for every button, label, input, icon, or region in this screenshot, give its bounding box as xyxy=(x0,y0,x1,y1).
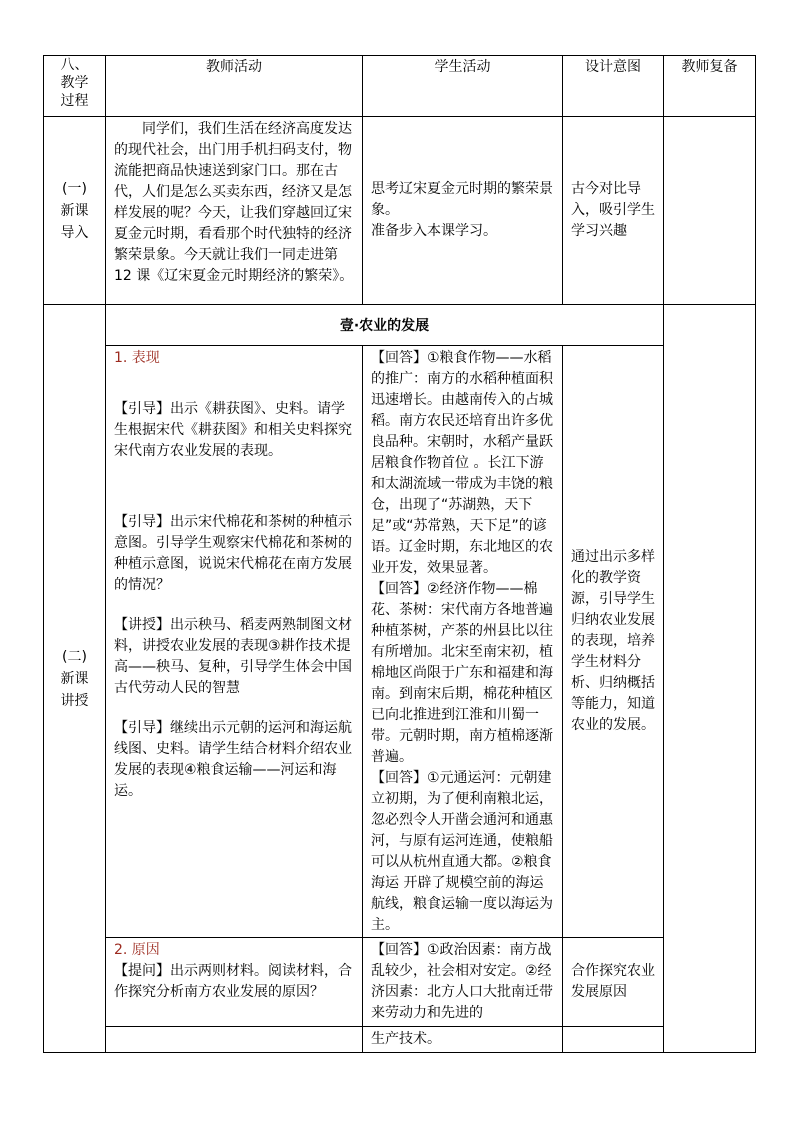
header-stage xyxy=(44,56,106,117)
header-stage-line: 教学 xyxy=(60,75,89,91)
intro-student-activity xyxy=(363,117,563,305)
teacher-step-1: 【引导】出示《耕获图》、史料。请学生根据宋代《耕获图》和相关史料探究宋代南方农业发展的表现。 xyxy=(114,401,352,459)
lesson-stage-line: 新课 xyxy=(60,670,89,687)
continuation-design-intent xyxy=(563,1027,664,1053)
section-title: 壹·农业的发展 xyxy=(106,305,664,346)
header-row xyxy=(44,56,756,117)
part2-teacher-activity xyxy=(106,938,363,1027)
lesson-stage xyxy=(44,305,106,1053)
intro-teacher-review xyxy=(664,117,756,305)
lesson-stage-line: (二) xyxy=(62,648,87,665)
continuation-student-activity: 生产技术。 xyxy=(363,1027,563,1053)
teacher-step-2: 【引导】出示宋代棉花和茶树的种植示意图。引导学生观察宋代棉花和茶树的种植示意图，说说宋代棉花在南方发展的情况？ xyxy=(114,514,352,593)
header-teacher-activity: 教师活动 xyxy=(106,56,363,117)
intro-stage xyxy=(44,117,106,305)
part2-row xyxy=(44,938,756,1027)
lesson-plan-table xyxy=(43,55,756,1053)
lesson-teacher-review xyxy=(664,305,756,1053)
part2-design-intent: 合作探究农业发展原因 xyxy=(563,938,664,1027)
student-answer-2: 【回答】②经济作物——棉花、茶树：宋代南方各地普遍种植茶树，产茶的州县比以往有所增加。北宋至南宋初，植棉地区尚限于广东和福建和海南。到南宋后期，棉花种植区已向北推进到江淮和川蜀一带。元朝时期，南方植棉逐渐普遍。 xyxy=(371,581,553,765)
part1-heading: 1. 表现 xyxy=(114,350,160,366)
header-stage-line: 过程 xyxy=(60,93,89,109)
header-student-activity: 学生活动 xyxy=(363,56,563,117)
intro-teacher-activity xyxy=(106,117,363,305)
intro-teacher-text: 同学们，我们生活在经济高度发达的现代社会，出门用手机扫码支付，物流能把商品快速送到家门口。那在古代，人们是怎么买卖东西，经济又是怎样发展的呢？今天，让我们穿越回辽宋夏金元时期，看看那个时代独特的经济繁荣景象。今天就让我们一同走进第 12 课《辽宋夏金元时期经济的繁荣》。 xyxy=(114,121,354,284)
student-answer-3: 【回答】①元通运河：元朝建立初期，为了便利南粮北运，忽必烈令人开凿会通河和通惠河，与原有运河连通，使粮船可以从杭州直通大都。②粮食海运 开辟了规模空前的海运航线，粮食运输一度以海运为主。 xyxy=(371,770,553,933)
part2-heading: 2. 原因 xyxy=(114,942,160,958)
part1-design-intent: 通过出示多样化的教学资源，引导学生归纳农业发展的表现，培养学生材料分析、归纳概括等能力，知道农业的发展。 xyxy=(563,346,664,938)
student-answer-1: 【回答】①粮食作物——水稻的推广：南方的水稻种植面积迅速增长。由越南传入的占城稻。南方农民还培育出许多优良品种。宋朝时，水稻产量跃居粮食作物首位 。长江下游和太湖流域一带成为丰饶的粮仓，出现了“苏湖熟，天下足”或“苏常熟，天下足”的谚语。辽金时期，东北地区的农业开发，效果显著。 xyxy=(371,350,553,576)
section-title-row xyxy=(44,305,756,346)
intro-student-text: 准备步入本课学习。 xyxy=(371,223,497,239)
part2-student-activity: 【回答】①政治因素：南方战乱较少，社会相对安定。②经济因素：北方人口大批南迁带来劳动力和先进的 xyxy=(363,938,563,1027)
intro-stage-line: (一) xyxy=(62,180,87,197)
continuation-teacher-activity xyxy=(106,1027,363,1053)
header-design-intent: 设计意图 xyxy=(563,56,664,117)
teacher-step-3: 【讲授】出示秧马、稻麦两熟制图文材料，讲授农业发展的表现③耕作技术提高——秧马、复种，引导学生体会中国古代劳动人民的智慧 xyxy=(114,617,352,696)
intro-student-text: 思考辽宋夏金元时期的繁荣景象。 xyxy=(371,181,553,218)
header-teacher-review: 教师复备 xyxy=(664,56,756,117)
intro-design-intent: 古今对比导入，吸引学生学习兴趣 xyxy=(563,117,664,305)
lesson-stage-line: 讲授 xyxy=(60,692,89,709)
part1-student-activity xyxy=(363,346,563,938)
part2-teacher-text: 【提问】出示两则材料。阅读材料，合作探究分析南方农业发展的原因？ xyxy=(114,963,352,1000)
continuation-row xyxy=(44,1027,756,1053)
header-stage-line: 八、 xyxy=(60,57,89,73)
teacher-step-4: 【引导】继续出示元朝的运河和海运航线图、史料。请学生结合材料介绍农业发展的表现④粮食运输——河运和海运。 xyxy=(114,720,352,799)
intro-stage-line: 导入 xyxy=(60,224,89,241)
part1-row xyxy=(44,346,756,938)
intro-row xyxy=(44,117,756,305)
intro-stage-line: 新课 xyxy=(60,202,89,219)
part1-teacher-activity xyxy=(106,346,363,938)
